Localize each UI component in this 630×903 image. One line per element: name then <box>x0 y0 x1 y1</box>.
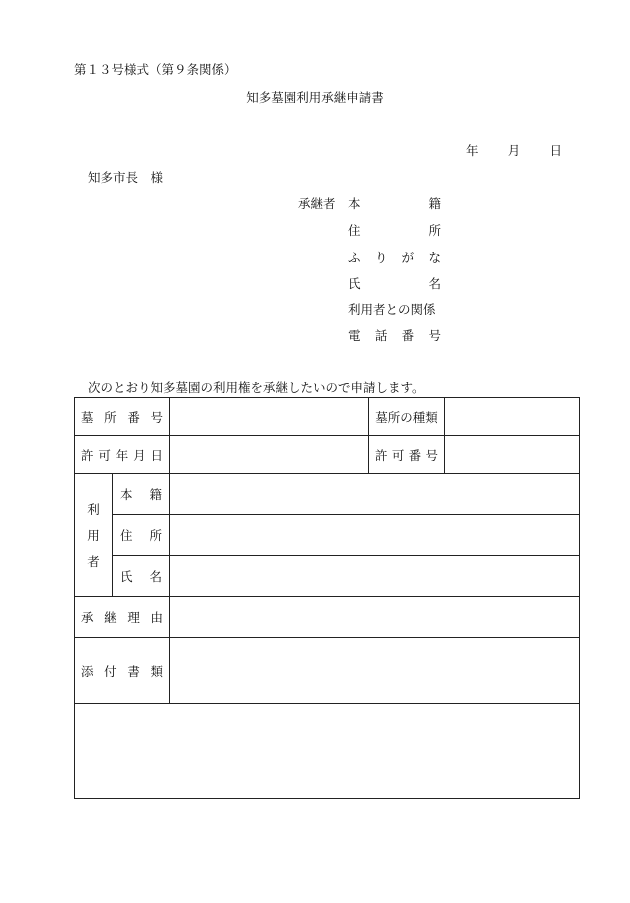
char: 日 <box>150 447 163 463</box>
char: 年 <box>115 447 129 463</box>
user-address-field[interactable] <box>170 515 580 556</box>
char: 墓 <box>81 409 94 425</box>
char: り <box>374 250 388 265</box>
application-table <box>74 397 580 799</box>
grave-type-text: 墓所の種類 <box>375 409 438 425</box>
date-day-label: 日 <box>549 143 562 158</box>
user-address-label <box>113 515 170 556</box>
permit-number-field[interactable] <box>445 436 580 474</box>
user-domicile-label <box>113 474 170 515</box>
char: 由 <box>150 610 163 625</box>
successor-domicile-label <box>348 194 441 212</box>
reason-label <box>75 597 170 638</box>
permit-date-label <box>75 436 170 474</box>
char: 住 <box>120 528 133 543</box>
char: 付 <box>104 663 117 679</box>
grave-type-label <box>369 398 445 436</box>
char: 可 <box>391 447 405 463</box>
char: 継 <box>104 610 117 625</box>
char: 所 <box>149 528 162 543</box>
char: 話 <box>374 328 388 343</box>
table-row <box>75 474 580 515</box>
char: 所 <box>104 409 117 425</box>
successor-furigana-label <box>348 248 441 266</box>
char: 利 <box>87 502 100 517</box>
table-row <box>75 704 580 799</box>
char: 籍 <box>149 487 162 502</box>
addressee: 知多市長 様 <box>88 170 164 185</box>
permit-date-field[interactable] <box>170 436 369 474</box>
char: 番 <box>127 409 140 425</box>
char: 名 <box>428 276 441 291</box>
char: 許 <box>81 447 94 463</box>
char: 氏 <box>348 276 361 291</box>
table-row <box>75 556 580 597</box>
char: な <box>428 250 441 265</box>
successor-label: 承継者 <box>298 196 336 211</box>
char: 添 <box>81 663 94 679</box>
user-name-label <box>113 556 170 597</box>
char: 号 <box>428 328 441 343</box>
table-row <box>75 398 580 436</box>
char: 許 <box>375 447 388 463</box>
successor-name-label <box>348 274 441 292</box>
attachments-label <box>75 638 170 704</box>
char: 理 <box>127 610 140 625</box>
table-row <box>75 597 580 638</box>
char: 承 <box>81 610 94 625</box>
char: 番 <box>408 447 422 463</box>
char: 住 <box>348 223 361 238</box>
grave-number-field[interactable] <box>170 398 369 436</box>
char: 氏 <box>120 569 133 584</box>
table-row <box>75 436 580 474</box>
char: 号 <box>150 409 163 425</box>
char: 類 <box>150 663 163 679</box>
date-month-label: 月 <box>507 143 521 158</box>
char: 本 <box>348 196 361 211</box>
char: 電 <box>348 328 361 343</box>
user-name-field[interactable] <box>170 556 580 597</box>
char: が <box>401 250 415 265</box>
char: 名 <box>149 569 162 584</box>
grave-number-label <box>75 398 170 436</box>
remarks-field[interactable] <box>75 704 580 799</box>
char: 本 <box>120 487 133 502</box>
char: 者 <box>87 554 100 569</box>
grave-type-field[interactable] <box>445 398 580 436</box>
date-year-label: 年 <box>466 143 479 158</box>
lead-text: 次のとおり知多墓園の利用権を承継したいので申請します。 <box>88 380 425 395</box>
successor-phone-label <box>348 326 441 344</box>
char: 用 <box>87 528 100 543</box>
user-group-label <box>75 474 113 597</box>
user-domicile-field[interactable] <box>170 474 580 515</box>
table-row <box>75 515 580 556</box>
reason-field[interactable] <box>170 597 580 638</box>
char: 籍 <box>428 196 441 211</box>
table-row <box>75 638 580 704</box>
char: ふ <box>348 250 361 265</box>
char: 可 <box>98 447 111 463</box>
successor-relationship-label <box>348 300 441 318</box>
form-number: 第１３号様式（第９条関係） <box>74 62 237 77</box>
char: 月 <box>133 447 146 463</box>
form-title: 知多墓園利用承継申請書 <box>246 90 384 105</box>
char: 番 <box>401 328 415 343</box>
date-line <box>466 141 562 159</box>
successor-address-label <box>348 221 441 239</box>
char: 所 <box>428 223 441 238</box>
char: 利用者との関係 <box>348 302 436 317</box>
permit-number-label <box>369 436 445 474</box>
attachments-field[interactable] <box>170 638 580 704</box>
char: 書 <box>127 663 140 679</box>
char: 号 <box>425 447 438 463</box>
